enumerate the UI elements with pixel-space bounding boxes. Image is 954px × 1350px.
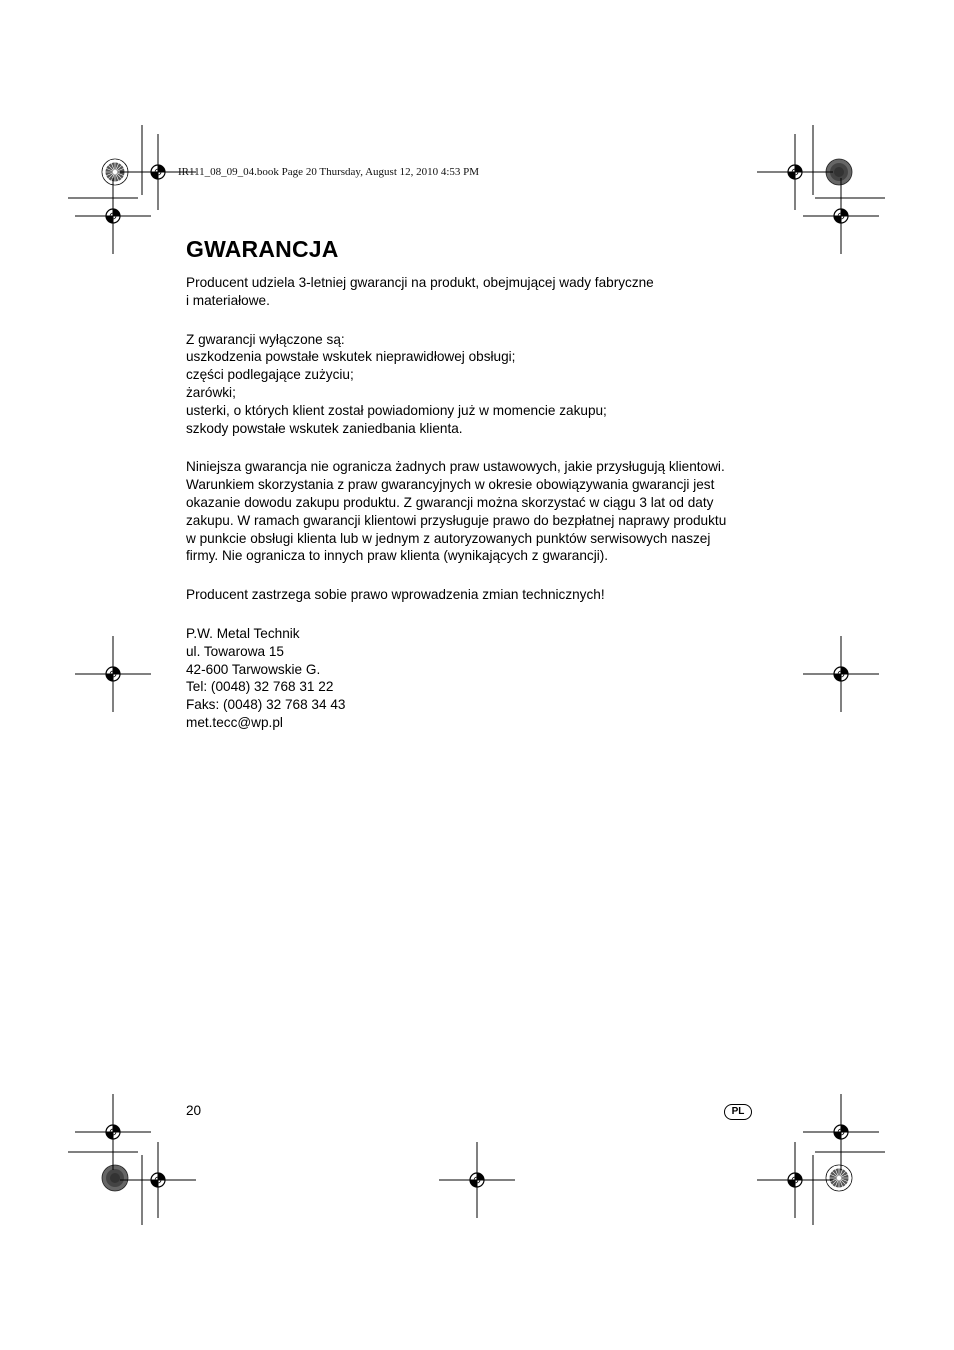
text-line: firmy. Nie ogranicza to innych praw klienta (wynikających z gwarancji). [186,548,609,564]
page-number: 20 [186,1103,202,1118]
registration-mark [75,178,151,254]
statutory-rights-paragraph [186,458,766,565]
registration-mark [757,1142,833,1218]
crop-mark-top-left [68,125,142,198]
email-address: met.tecc@wp.pl [186,714,283,730]
text-line: zakupu. W ramach gwarancji klientowi przysługuje prawo do bezpłatnej naprawy produktu [186,512,727,528]
text-line: w punkcie obsługi klienta lub w jednym z autoryzowanych punktów serwisowych naszej [186,530,711,546]
registration-mark [803,178,879,254]
manufacturer-address [186,625,766,732]
crop-mark-bottom-right [813,1152,885,1225]
registration-mark [803,1094,879,1170]
starburst-mark-bottom-right [826,1165,852,1191]
crop-mark-top-right [813,125,885,198]
print-slug-header: IR111_08_09_04.book Page 20 Thursday, August 12, 2010 4:53 PM [178,166,480,178]
language-badge: PL [724,1104,752,1120]
registration-mark [75,636,151,712]
registration-mark [439,1142,515,1218]
registration-mark [757,134,833,210]
warranty-intro-paragraph [186,274,766,310]
text-line: uszkodzenia powstałe wskutek nieprawidłowej obsługi; [186,349,516,365]
text-line: okazanie dowodu zakupu produktu. Z gwarancji można skorzystać w ciągu 3 lat od daty [186,494,714,510]
text-line: żarówki; [186,384,236,400]
street-address: ul. Towarowa 15 [186,643,284,659]
registration-mark [120,1142,196,1218]
text-line: usterki, o których klient został powiadomiony już w momencie zakupu; [186,402,607,418]
densitometer-mark-bottom-left [102,1165,128,1191]
text-line: szkody powstałe wskutek zaniedbania klienta. [186,420,463,436]
technical-changes-paragraph [186,586,766,604]
warranty-body [186,274,766,753]
text-line: Niniejsza gwarancja nie ogranicza żadnych praw ustawowych, jakie przysługują klientowi. [186,459,725,475]
text-line: i materiałowe. [186,292,270,308]
text-line: Warunkiem skorzystania z praw gwarancyjnych w okresie obowiązywania gwarancji jest [186,477,715,493]
text-line: Producent zastrzega sobie prawo wprowadzenia zmian technicznych! [186,587,605,603]
text-line: Producent udziela 3-letniej gwarancji na produkt, obejmującej wady fabryczne [186,275,654,290]
fax-number: Faks: (0048) 32 768 34 43 [186,697,346,713]
page-title: GWARANCJA [186,236,339,262]
registration-mark [803,636,879,712]
text-line: części podlegające zużyciu; [186,367,354,383]
phone-number: Tel: (0048) 32 768 31 22 [186,679,334,695]
exclusions-paragraph [186,331,766,438]
postal-city: 42-600 Tarwowskie G. [186,661,321,677]
company-name: P.W. Metal Technik [186,625,300,641]
registration-mark [75,1094,151,1170]
text-line: Z gwarancji wyłączone są: [186,331,345,347]
crop-mark-bottom-left [68,1152,142,1225]
